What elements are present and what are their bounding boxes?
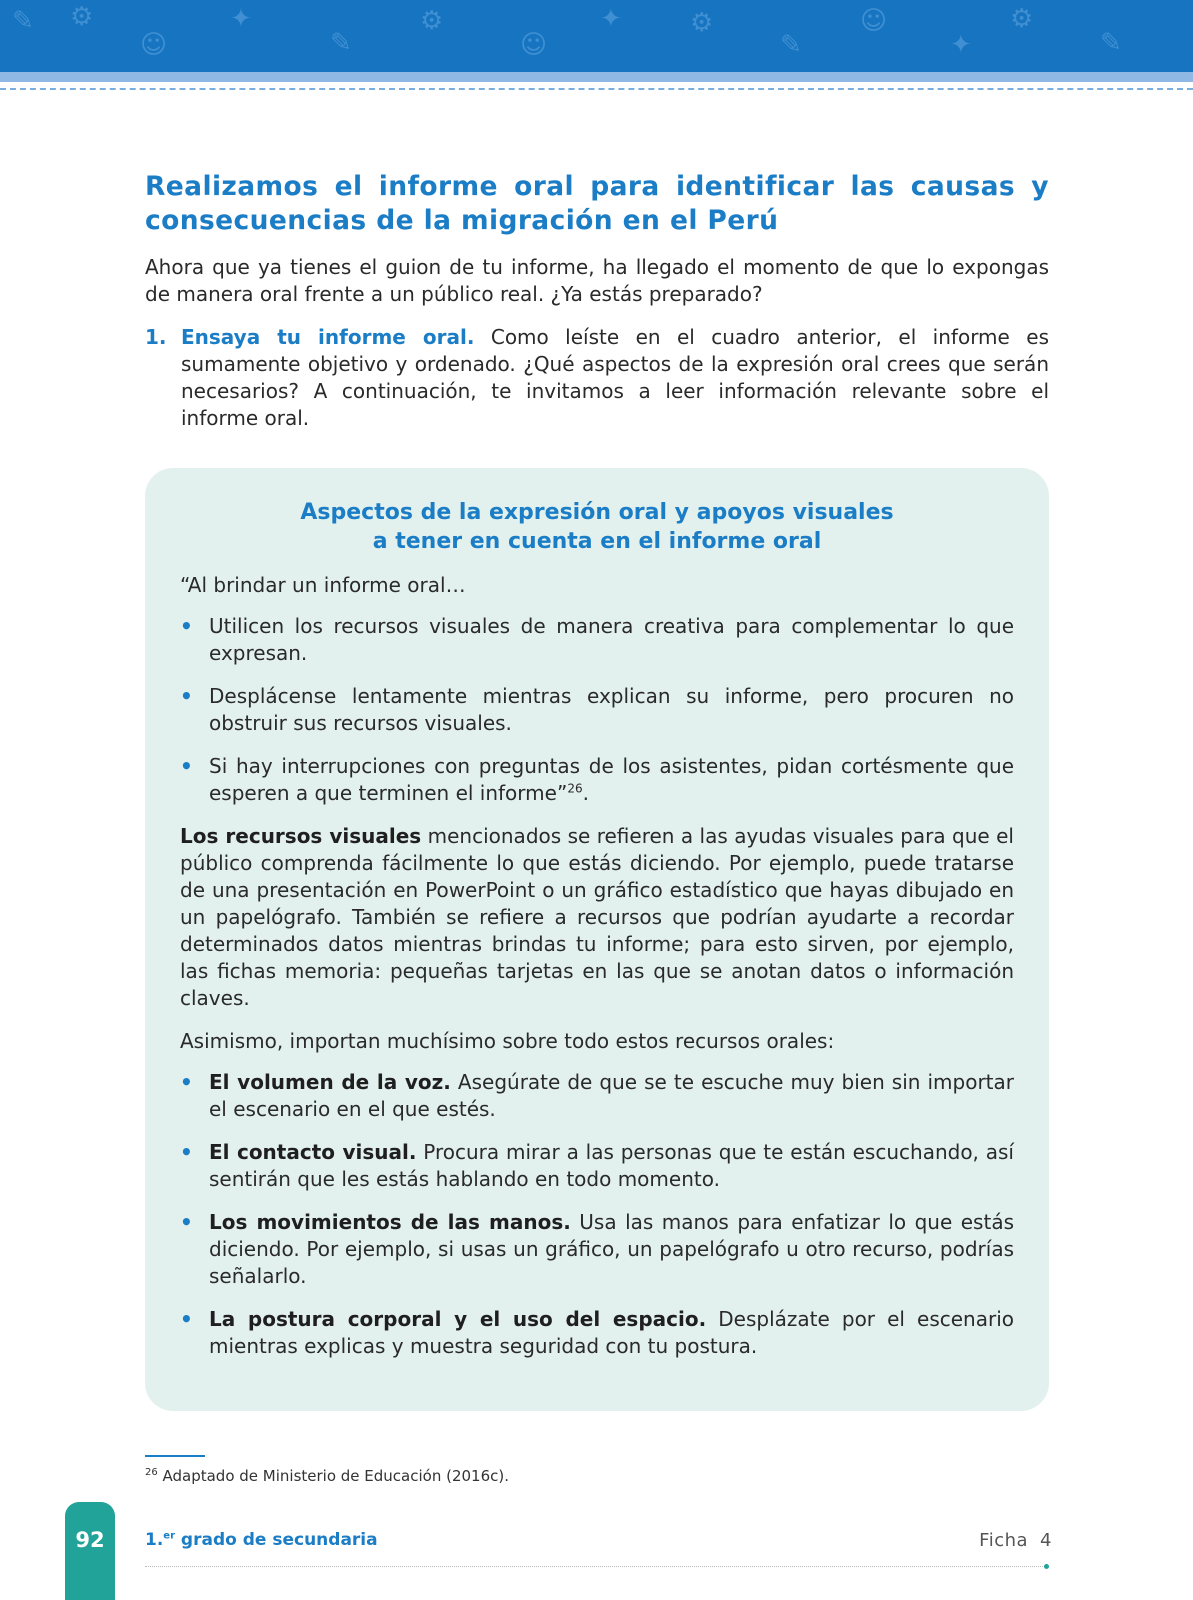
step-lead: Ensaya tu informe oral.	[181, 325, 475, 349]
list-item: • El contacto visual. Procura mirar a las personas que te están escuchando, así sentirán que les estás hablando en todo momento.	[180, 1140, 1014, 1191]
page-title: Realizamos el informe oral para identificar las causas y consecuencias de la migración en el Perú	[145, 171, 1049, 236]
list-item: • Si hay interrupciones con preguntas de los asistentes, pidan cortésmente que esperen a que terminen el informe”$^{26}$.	[180, 754, 1014, 805]
doodle-icon: ⚙	[420, 6, 444, 36]
quote-list	[180, 613, 1014, 807]
header-stripe	[0, 72, 1193, 82]
oral-intro: Asimismo, importan muchísimo sobre todo estos recursos orales:	[180, 1029, 835, 1053]
box-title	[180, 498, 1014, 556]
step-body: Como leíste en el cuadro anterior, el informe es sumamente objetivo y ordenado. ¿Qué aspectos de la expresión oral crees que serán necesarios? A continuación, te invitamos a leer información relevante sobre el informe oral.	[181, 325, 1049, 430]
bullet-icon: •	[180, 684, 193, 708]
list-item: • Desplácense lentamente mientras explican su informe, pero procuren no obstruir sus recursos visuales.	[180, 684, 1014, 735]
intro-paragraph: Ahora que ya tienes el guion de tu informe, ha llegado el momento de que lo expongas de manera oral frente a un público real. ¿Ya estás preparado?	[145, 255, 1049, 306]
footnote-ref: 26	[567, 781, 583, 796]
doodle-icon: ☺	[520, 30, 548, 60]
oral-list	[180, 1069, 1014, 1360]
bullet-icon: •	[180, 1307, 193, 1331]
quote-intro: “Al brindar un informe oral…	[180, 573, 466, 597]
list-item: • Utilicen los recursos visuales de manera creativa para complementar lo que expresan.	[180, 614, 1014, 665]
step-number: 1.	[145, 325, 167, 349]
doodle-icon: ✦	[600, 4, 622, 34]
doodle-icon: ✦	[230, 4, 252, 34]
step-1	[145, 324, 1049, 432]
box-title-line1: Aspectos de la expresión oral y apoyos visuales	[300, 500, 894, 525]
resources-bold: Los recursos visuales	[180, 824, 422, 848]
doodle-icon: ⚙	[70, 2, 94, 32]
doodle-icon: ✎	[12, 6, 34, 36]
bullet-icon: •	[180, 754, 193, 778]
info-box	[145, 468, 1049, 1411]
doodle-icon: ✎	[330, 28, 352, 58]
doodle-icon: ☺	[140, 30, 168, 60]
list-item: • La postura corporal y el uso del espacio. Desplázate por el escenario mientras explicas y muestra seguridad con tu postura.	[180, 1307, 1014, 1358]
resources-paragraph: Los recursos visuales mencionados se refieren a las ayudas visuales para que el público comprenda fácilmente lo que estás diciendo. Por ejemplo, puede tratarse de una presentación en PowerPoint o un gráfico estadístico que hayas dibujado en un papelógrafo. También se refiere a recursos que podrían ayudarte a recordar determinados datos mientras brindas tu informe; para esto sirven, por ejemplo, las fichas memoria: pequeñas tarjetas en las que se anotan datos o información claves.	[180, 824, 1014, 1010]
list-item: • El volumen de la voz. Asegúrate de que se te escuche muy bien sin importar el escenario en el que estés.	[180, 1070, 1014, 1121]
bullet-icon: •	[180, 1210, 193, 1234]
box-title-line2: a tener en cuenta en el informe oral	[372, 529, 822, 554]
header-banner	[0, 0, 1193, 72]
step-text	[181, 324, 1049, 432]
bullet-icon: •	[180, 614, 193, 638]
page-number: 92	[75, 1528, 105, 1552]
header-dashed-divider	[0, 88, 1193, 90]
doodle-icon: ☺	[860, 6, 888, 36]
doodle-icon: ⚙	[1010, 4, 1034, 34]
footnote-divider	[145, 1455, 205, 1457]
footer-dotted-line	[145, 1566, 1049, 1567]
bullet-icon: •	[180, 1070, 193, 1094]
bullet-icon: •	[180, 1140, 193, 1164]
grade-label: 1.$^{er}$ grado de secundaria	[145, 1530, 378, 1550]
list-item: • Los movimientos de las manos. Usa las manos para enfatizar lo que estás diciendo. Por ejemplo, si usas un gráfico, un papelógrafo u otro recurso, podrías señalarlo.	[180, 1210, 1014, 1288]
main-content	[145, 170, 1049, 432]
doodle-icon: ✦	[950, 30, 972, 60]
doodle-icon: ✎	[1100, 28, 1122, 58]
footer-dot	[1044, 1564, 1049, 1569]
footnote: $^{26}$ Adaptado de Ministerio de Educación (2016c).	[145, 1467, 510, 1485]
ficha-label: Ficha 4	[979, 1530, 1052, 1551]
doodle-icon: ⚙	[690, 8, 714, 38]
doodle-icon: ✎	[780, 30, 802, 60]
